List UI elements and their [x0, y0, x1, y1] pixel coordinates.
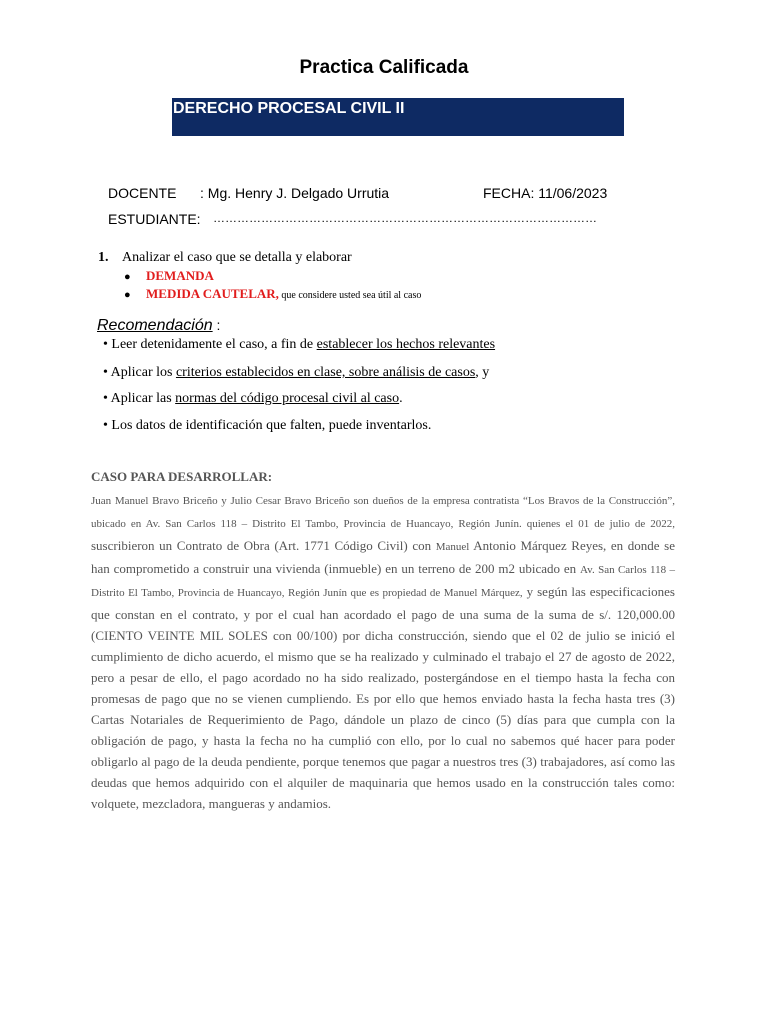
page-title: Practica Calificada — [299, 57, 469, 78]
estudiante-label: ESTUDIANTE: — [108, 211, 201, 227]
recomendacion-item — [103, 391, 403, 407]
item-underlined: normas del código procesal civil al caso — [175, 391, 400, 406]
recomendacion-title: Recomendación — [97, 317, 213, 334]
caso-text: y según las especificaciones que constan en el contrato, y por el cual han acordado el pago de una suma de la suma de s/. 120,000.00 (CIENTO VEINTE MIL SOLES con 00/100) por dicha construcción, siendo que el 02 de julio se inició el cumplimiento de dicho acuerdo, el mismo que se ha realizado y culminado el trabajo el 27 de agosto de 2022, pero a pesar de ello, el pago acordado no ha sido realizado, postergándose en el tiempo hasta la fecha con promesas de pago que no se vienen cumpliendo. Es por ello que hemos enviado hasta la fecha hasta tres (3) Cartas Notariales de Requerimiento de Pago, dándole un plazo de cinco (5) días para que cumpla con la obligación de pago, y hasta la fecha no ha cumplió con ello, por lo cual no sabemos qué hacer para poder obligarlo al pago de la deuda pendiente, porque tenemos que pagar a nuestros tres (3) trabajadores, así como las deudas que hemos adquirido con el alquiler de maquinaria que hemos usado en la construcción tales como: volquete, mezcladora, mangueras y andamios. — [91, 584, 675, 811]
bullet-icon: ● — [124, 289, 131, 301]
item-demanda: DEMANDA — [146, 268, 214, 283]
recomendacion-colon: : — [212, 317, 221, 333]
question-1 — [98, 250, 352, 266]
list-item — [124, 268, 214, 284]
question-number: 1. — [98, 250, 109, 265]
item-medida-cautelar: MEDIDA CAUTELAR, — [146, 286, 279, 301]
item-underlined: establecer los hechos relevantes — [316, 337, 496, 352]
item-post: , y — [475, 365, 490, 380]
question-text: Analizar el caso que se detalla y elaborar — [122, 250, 352, 265]
item-underlined: criterios establecidos en clase, sobre análisis de casos — [175, 365, 476, 380]
caso-text: Manuel — [435, 541, 470, 553]
item-text: • Aplicar los — [103, 365, 176, 380]
caso-heading: CASO PARA DESARROLLAR: — [91, 469, 273, 484]
item-text: • Los datos de identificación que falten, puede inventarlos. — [103, 418, 432, 433]
caso-text: suscribieron un Contrato de Obra (Art. 1771 Código Civil) con — [91, 538, 436, 553]
item-post: . — [399, 391, 403, 406]
docente-label: DOCENTE — [108, 185, 177, 201]
docente-value: : Mg. Henry J. Delgado Urrutia — [200, 185, 390, 201]
fecha: FECHA: 11/06/2023 — [483, 185, 608, 201]
estudiante-blank: …………………………………………………………………………………… — [213, 211, 597, 225]
caso-text: Av. San Carlos 118 – Distrito El Tambo, Provincia de Huancayo, Región Junín que es propiedad de Manuel Márquez, — [91, 564, 675, 599]
course-banner: DERECHO PROCESAL CIVIL II — [172, 98, 624, 136]
caso-body — [91, 489, 675, 814]
bullet-icon: ● — [124, 271, 131, 283]
caso-text: Antonio Márquez Reyes, en donde se han comprometido a construir una vivienda (inmueble) en un terreno de 200 m2 ubicado en — [91, 538, 676, 576]
item-text: • Aplicar las — [103, 391, 176, 406]
caso-text: Juan Manuel Bravo Briceño y Julio Cesar Bravo Briceño son dueños de la empresa contratista “Los Bravos de la Construcción”, ubicado en Av. San Carlos 118 – Distrito El Tambo, Provincia de Huancayo, Región Junín. quienes el 01 de julio de 2022, — [91, 495, 675, 530]
recomendacion-item — [103, 337, 495, 353]
list-item — [124, 286, 421, 302]
recomendacion-heading — [97, 317, 220, 335]
recomendacion-item — [103, 418, 431, 434]
recomendacion-item — [103, 365, 489, 381]
item-text: • Leer detenidamente el caso, a fin de — [103, 337, 317, 352]
item-suffix: que considere usted sea útil al caso — [278, 290, 422, 301]
